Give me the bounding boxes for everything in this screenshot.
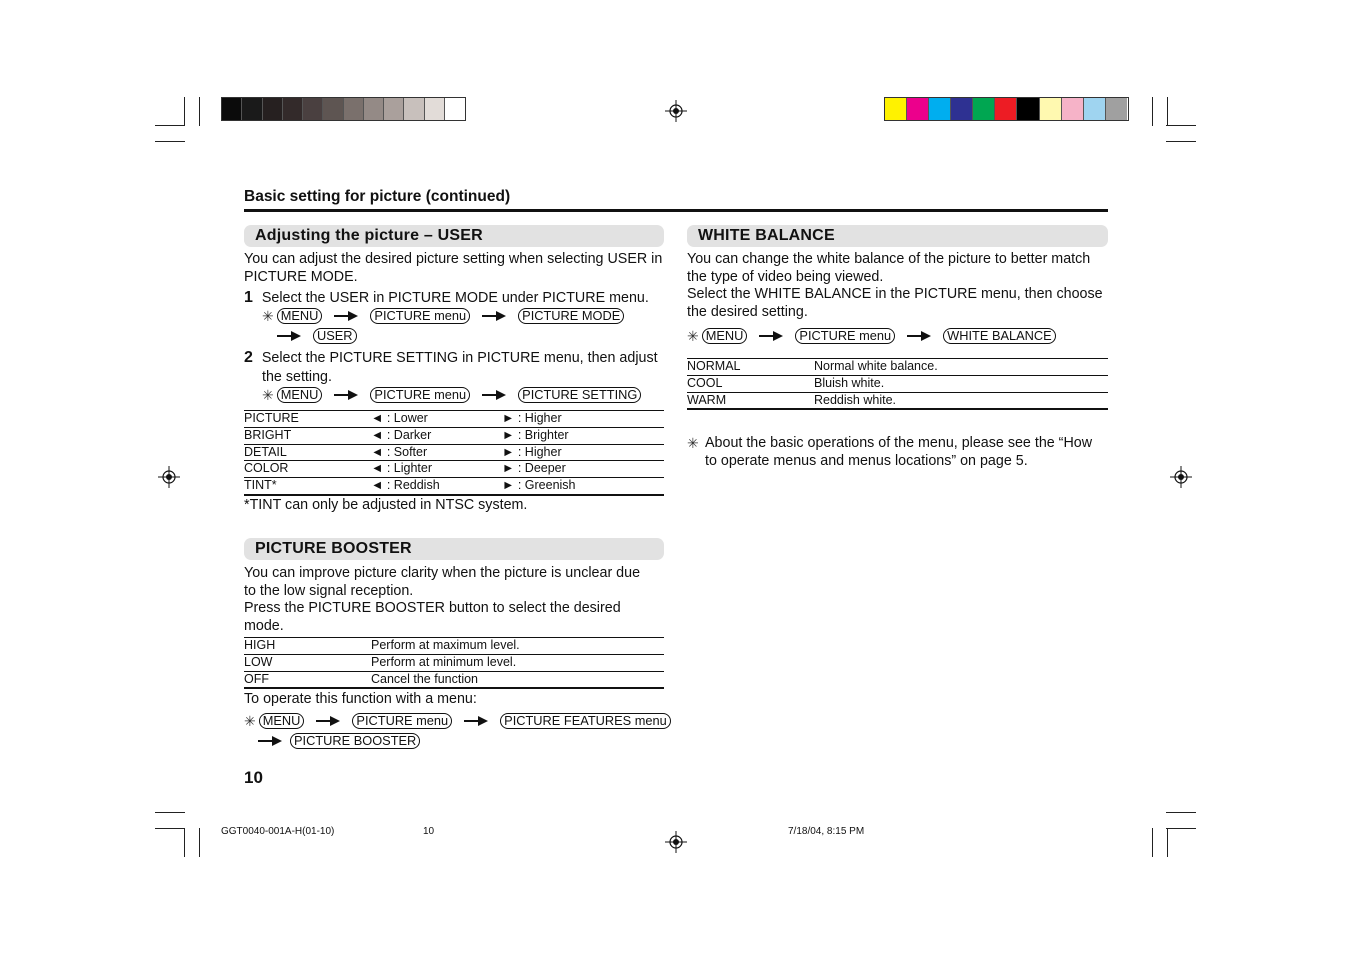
star-icon: ✳ <box>262 386 274 403</box>
crop-mark <box>155 812 185 813</box>
page-number: 10 <box>244 768 263 787</box>
text-line: mode. <box>244 617 284 634</box>
text-line: Select the WHITE BALANCE in the PICTURE menu, then choose <box>687 286 1103 302</box>
registration-target-icon <box>158 466 180 488</box>
color-swatch <box>384 98 404 120</box>
step-1 <box>244 289 674 308</box>
star-icon: ✳ <box>687 435 699 451</box>
table-cell: ► : Deeper <box>502 461 664 478</box>
menu-key: PICTURE menu <box>370 308 470 324</box>
table-cell: ► : Higher <box>502 444 664 461</box>
tint-note: *TINT can only be adjusted in NTSC system. <box>244 497 528 513</box>
table-cell: NORMAL <box>687 359 814 376</box>
arrow-right-icon <box>482 310 506 322</box>
registration-target-icon <box>1170 466 1192 488</box>
table-cell: ◄ : Lighter <box>371 461 502 478</box>
arrow-right-icon <box>258 735 282 747</box>
crop-mark <box>155 125 185 126</box>
section-heading-booster: PICTURE BOOSTER <box>244 538 664 560</box>
booster-table <box>244 637 664 689</box>
menu-key: MENU <box>277 308 323 324</box>
color-swatch <box>242 98 262 120</box>
registration-target-icon <box>665 831 687 853</box>
table-cell: ◄ : Softer <box>371 444 502 461</box>
table-row <box>244 671 664 688</box>
arrow-right-icon <box>334 389 358 401</box>
text-line: the type of video being viewed. <box>687 268 884 285</box>
text-line: to the low signal reception. <box>244 582 414 599</box>
arrow-right-icon <box>316 715 340 727</box>
color-swatch <box>1062 98 1084 120</box>
step-number: 2 <box>244 349 253 366</box>
color-swatch <box>1040 98 1062 120</box>
user-intro: You can adjust the desired picture setting when selecting USER in PICTURE MODE. <box>244 251 663 285</box>
menu-key: PICTURE SETTING <box>518 387 641 403</box>
crop-mark <box>1167 828 1168 857</box>
text-line: the desired setting. <box>687 303 808 320</box>
color-swatch <box>323 98 343 120</box>
arrow-right-icon <box>464 715 488 727</box>
table-cell: COLOR <box>244 461 371 478</box>
table-cell: Normal white balance. <box>814 359 1108 376</box>
table-row <box>687 375 1108 392</box>
menu-path <box>246 732 420 750</box>
crop-mark <box>199 828 200 857</box>
registration-target-icon <box>665 100 687 122</box>
header-rule <box>244 209 1108 212</box>
table-cell: Reddish white. <box>814 392 1108 409</box>
arrow-right-icon <box>907 330 931 342</box>
crop-mark <box>1166 125 1196 126</box>
step-text: Select the PICTURE SETTING in PICTURE menu, then adjust <box>261 350 658 366</box>
menu-key: MENU <box>259 713 305 729</box>
crop-mark <box>1166 141 1196 142</box>
step-2 <box>244 349 674 368</box>
booster-intro <box>244 565 674 635</box>
color-swatch <box>303 98 323 120</box>
footer-page: 10 <box>423 826 435 837</box>
color-swatch <box>263 98 283 120</box>
crop-mark <box>1152 97 1153 126</box>
table-row <box>244 638 664 655</box>
crop-mark <box>155 828 185 829</box>
crop-mark <box>1152 828 1153 857</box>
step-text-cont: the setting. <box>262 369 332 385</box>
table-cell: ► : Higher <box>502 411 664 428</box>
color-swatch <box>404 98 424 120</box>
crop-mark <box>1166 828 1196 829</box>
table-cell: ◄ : Lower <box>371 411 502 428</box>
crop-mark <box>184 828 185 857</box>
table-row <box>244 444 664 461</box>
crop-mark <box>1167 97 1168 126</box>
table-cell: OFF <box>244 671 371 688</box>
menu-path <box>262 307 624 325</box>
table-cell: ► : Brighter <box>502 427 664 444</box>
color-swatch <box>364 98 384 120</box>
color-swatch <box>885 98 907 120</box>
menu-key: PICTURE menu <box>370 387 470 403</box>
arrow-right-icon <box>277 330 301 342</box>
table-row <box>687 392 1108 409</box>
table-cell: ► : Greenish <box>502 478 664 495</box>
table-cell: COOL <box>687 375 814 392</box>
menu-path <box>687 327 1056 345</box>
user-settings-table <box>244 410 664 496</box>
color-swatch <box>283 98 303 120</box>
menu-key: PICTURE MODE <box>518 308 624 324</box>
table-cell: Perform at minimum level. <box>371 654 664 671</box>
white-balance-table <box>687 358 1108 410</box>
step-text: Select the USER in PICTURE MODE under PICTURE menu. <box>261 290 649 306</box>
table-cell: ◄ : Reddish <box>371 478 502 495</box>
color-swatch <box>1017 98 1039 120</box>
crop-mark <box>184 97 185 126</box>
color-swatch <box>951 98 973 120</box>
table-cell: WARM <box>687 392 814 409</box>
menu-note: To operate this function with a menu: <box>244 691 477 707</box>
color-swatch <box>929 98 951 120</box>
menu-key: MENU <box>277 387 323 403</box>
star-icon: ✳ <box>244 712 256 729</box>
table-row <box>244 427 664 444</box>
star-icon: ✳ <box>687 327 699 344</box>
color-swatch-bar <box>884 97 1129 121</box>
color-swatch <box>907 98 929 120</box>
table-cell: LOW <box>244 654 371 671</box>
color-swatch <box>1084 98 1106 120</box>
menu-key: WHITE BALANCE <box>943 328 1056 344</box>
menu-key: PICTURE menu <box>795 328 895 344</box>
table-row <box>244 461 664 478</box>
footer-datetime: 7/18/04, 8:15 PM <box>788 826 865 837</box>
table-row <box>244 411 664 428</box>
page-title: Basic setting for picture (continued) <box>244 188 511 205</box>
footer-code: GGT0040-001A-H(01-10) <box>221 826 335 837</box>
arrow-right-icon <box>482 389 506 401</box>
text-line: Press the PICTURE BOOSTER button to select the desired <box>244 600 621 616</box>
section-heading-user: Adjusting the picture – USER <box>244 225 664 247</box>
table-cell: HIGH <box>244 638 371 655</box>
step-number: 1 <box>244 289 253 306</box>
table-cell: PICTURE <box>244 411 371 428</box>
table-cell: DETAIL <box>244 444 371 461</box>
arrow-right-icon <box>759 330 783 342</box>
wb-intro <box>687 251 1117 321</box>
text-line: About the basic operations of the menu, please see the “How <box>705 435 1093 451</box>
table-cell: TINT* <box>244 478 371 495</box>
grayscale-swatch-bar <box>221 97 466 121</box>
color-swatch <box>995 98 1017 120</box>
color-swatch <box>973 98 995 120</box>
arrow-right-icon <box>334 310 358 322</box>
table-cell: ◄ : Darker <box>371 427 502 444</box>
about-note <box>687 435 1117 470</box>
crop-mark <box>199 97 200 126</box>
crop-mark <box>1166 812 1196 813</box>
table-cell: Perform at maximum level. <box>371 638 664 655</box>
star-icon: ✳ <box>262 307 274 324</box>
table-row <box>244 654 664 671</box>
menu-key: PICTURE menu <box>352 713 452 729</box>
text-line: to operate menus and menus locations” on page 5. <box>705 452 1028 469</box>
menu-key: MENU <box>702 328 748 344</box>
table-cell: BRIGHT <box>244 427 371 444</box>
color-swatch <box>344 98 364 120</box>
menu-path <box>244 712 671 730</box>
table-row <box>244 478 664 495</box>
menu-key: PICTURE BOOSTER <box>290 733 420 749</box>
menu-path <box>265 327 357 345</box>
color-swatch <box>425 98 445 120</box>
crop-mark <box>155 141 185 142</box>
color-swatch <box>222 98 242 120</box>
table-cell: Bluish white. <box>814 375 1108 392</box>
table-row <box>687 359 1108 376</box>
color-swatch <box>445 98 464 120</box>
text-line: You can change the white balance of the picture to better match <box>687 251 1091 267</box>
menu-key: PICTURE FEATURES menu <box>500 713 671 729</box>
color-swatch <box>1106 98 1127 120</box>
text-line: You can improve picture clarity when the picture is unclear due <box>244 565 641 581</box>
menu-path <box>262 386 641 404</box>
table-cell: Cancel the function <box>371 671 664 688</box>
menu-key: USER <box>313 328 357 344</box>
section-heading-white-balance: WHITE BALANCE <box>687 225 1108 247</box>
